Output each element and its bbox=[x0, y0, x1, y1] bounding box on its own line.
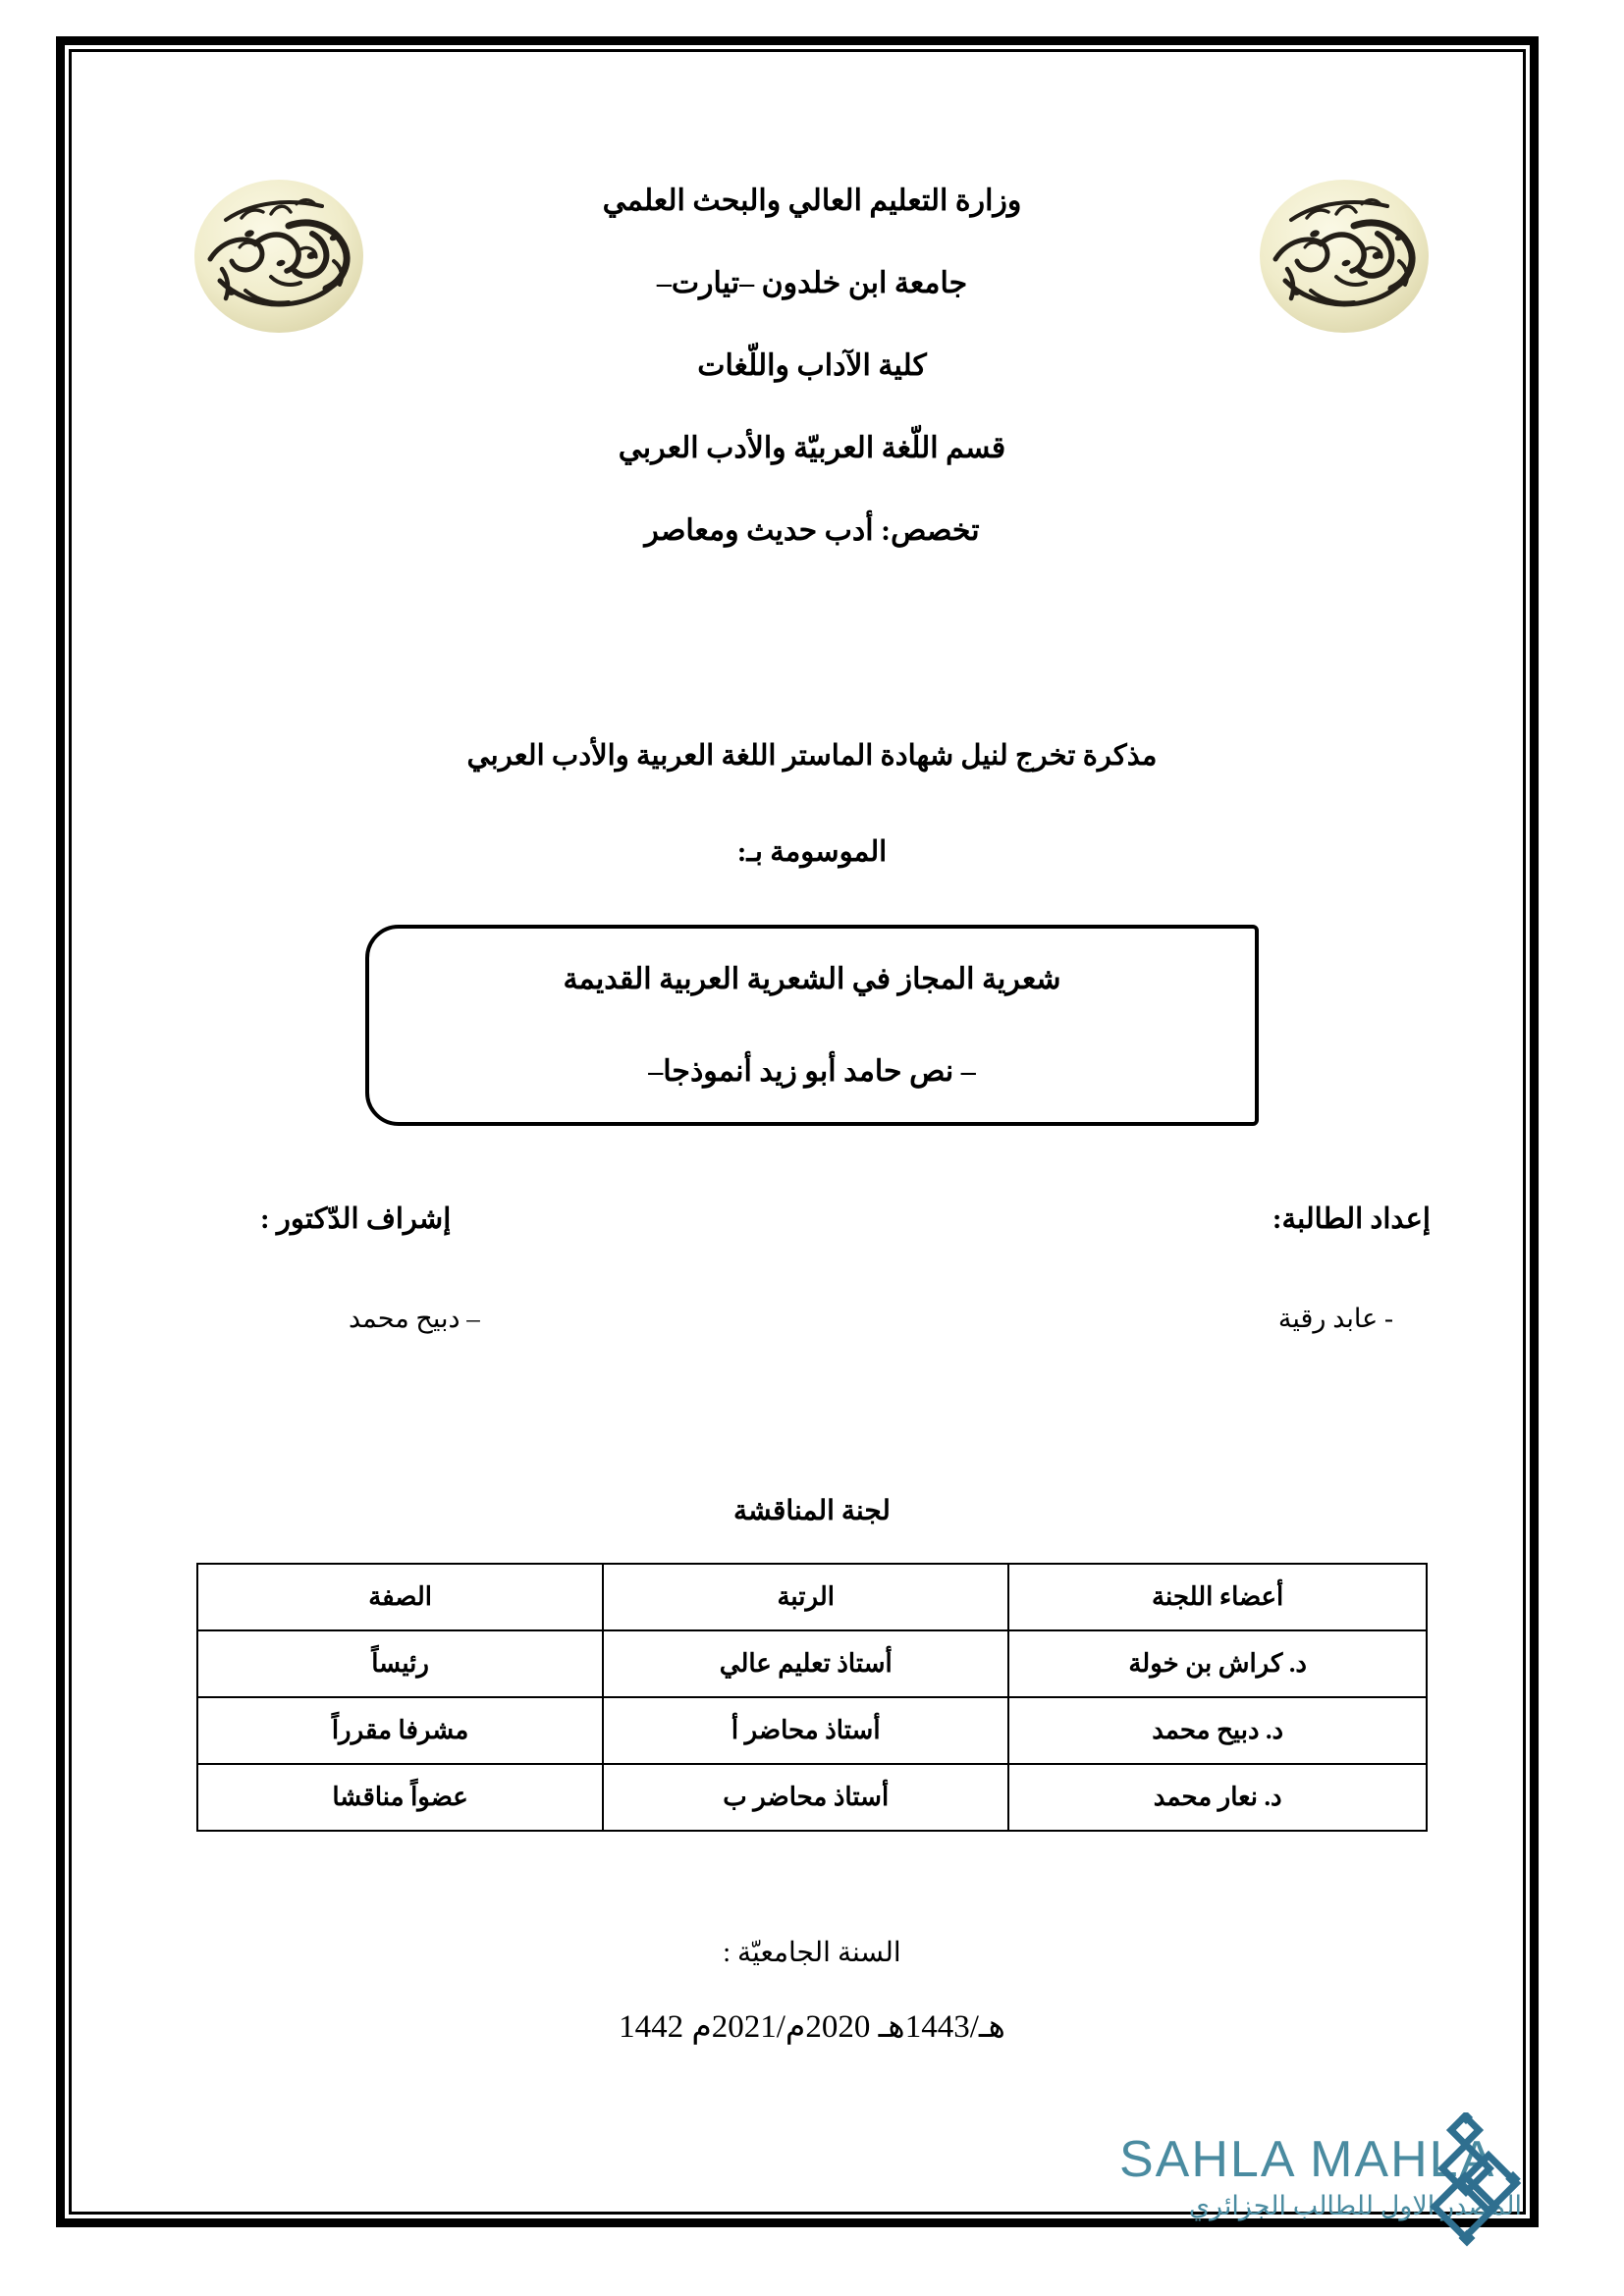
watermark bbox=[1119, 2120, 1610, 2258]
student-label: إعداد الطالبة: bbox=[1272, 1203, 1431, 1235]
watermark-tagline: المصدر الاول للطالب الجزائري bbox=[1188, 2191, 1522, 2220]
university-line: جامعة ابن خلدون –تيارت– bbox=[656, 267, 968, 299]
faculty-line: كلية الآداب واللّغات bbox=[697, 349, 927, 382]
ministry-line: وزارة التعليم العالي والبحث العلمي bbox=[602, 185, 1022, 217]
thesis-subtitle: – نص حامد أبو زيد أنموذجا– bbox=[648, 1055, 976, 1088]
cell-rank: أستاذ محاضر أ bbox=[603, 1697, 1008, 1764]
cell-rank: أستاذ تعليم عالي bbox=[603, 1630, 1008, 1697]
table-row bbox=[197, 1630, 1427, 1697]
cell-rank: أستاذ محاضر ب bbox=[603, 1764, 1008, 1831]
diamond-knot-icon bbox=[1414, 2112, 1532, 2260]
department-line: قسم اللّغة العربيّة والأدب العربي bbox=[618, 432, 1006, 464]
committee-title: لجنة المناقشة bbox=[733, 1496, 891, 1526]
supervisor-label: إشراف الدّكتور : bbox=[260, 1203, 452, 1235]
cell-role: عضواً مناقشا bbox=[197, 1764, 603, 1831]
supervisor-name: – دبيح محمد bbox=[349, 1304, 480, 1333]
cell-member: د. كراش بن خولة bbox=[1008, 1630, 1427, 1697]
thesis-title: شعرية المجاز في الشعرية العربية القديمة bbox=[563, 963, 1061, 995]
table-row bbox=[197, 1697, 1427, 1764]
column-header-role: الصفة bbox=[197, 1564, 603, 1630]
cell-member: د. نعار محمد bbox=[1008, 1764, 1427, 1831]
cell-member: د. دبيح محمد bbox=[1008, 1697, 1427, 1764]
thesis-title-box bbox=[365, 925, 1259, 1126]
student-name: - عابد رقية bbox=[1277, 1304, 1393, 1333]
table-header-row bbox=[197, 1564, 1427, 1630]
academic-year-value: 1442 هـ/1443هـ 2020م/2021م bbox=[619, 2009, 1005, 2045]
academic-year-label: السنة الجامعيّة : bbox=[723, 1938, 901, 1968]
column-header-rank: الرتبة bbox=[603, 1564, 1008, 1630]
entitled-label: الموسومة بـ: bbox=[736, 836, 888, 868]
watermark-brand: SAHLA MAHLA bbox=[1119, 2131, 1496, 2188]
committee-table bbox=[196, 1563, 1428, 1832]
degree-statement: مذكرة تخرج لنيل شهادة الماستر اللغة العربية والأدب العربي bbox=[466, 740, 1158, 772]
cell-role: رئيساً bbox=[197, 1630, 603, 1697]
cell-role: مشرفا مقرراً bbox=[197, 1697, 603, 1764]
column-header-member: أعضاء اللجنة bbox=[1008, 1564, 1427, 1630]
table-row bbox=[197, 1764, 1427, 1831]
specialty-line: تخصص: أدب حديث ومعاصر bbox=[644, 514, 980, 547]
